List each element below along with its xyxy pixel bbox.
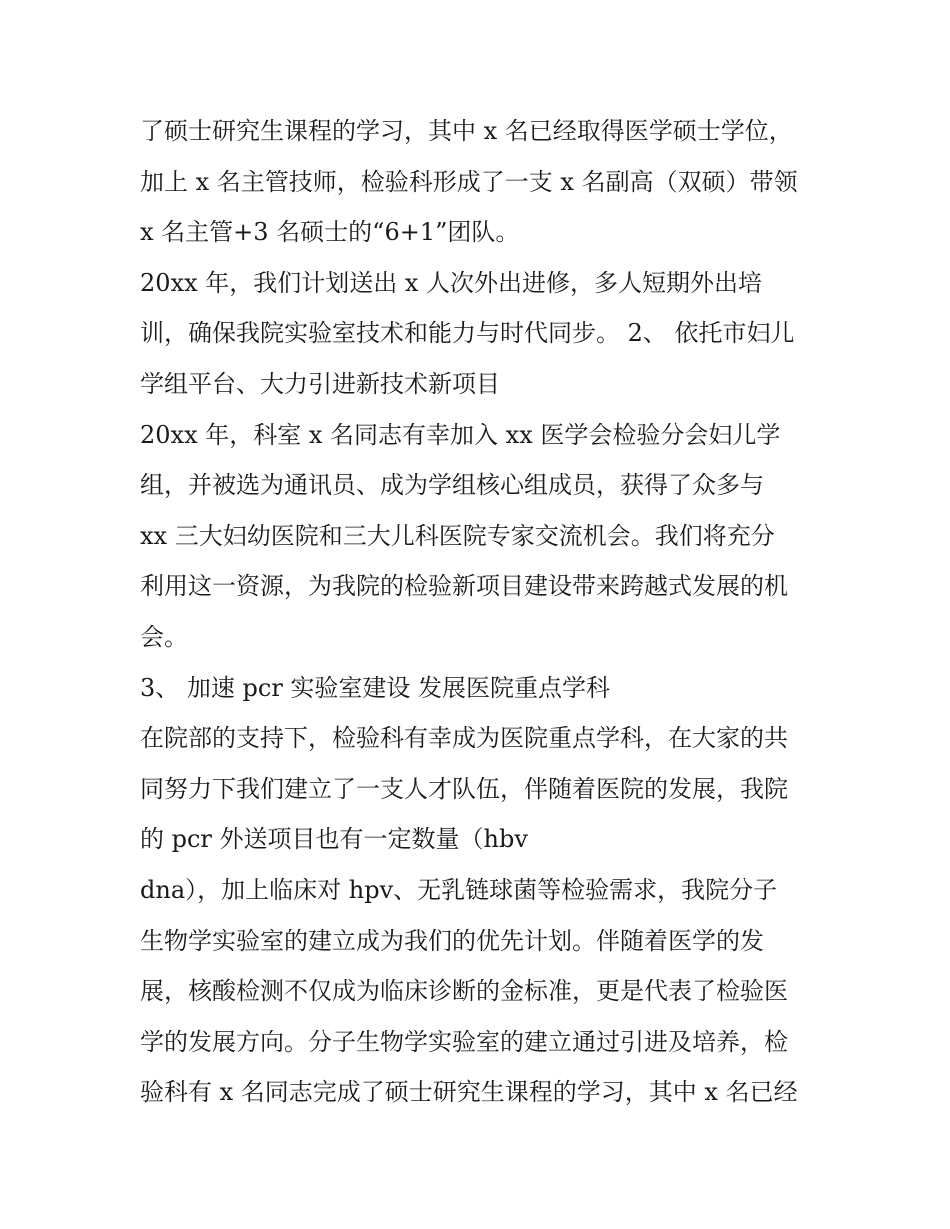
text-line: 20xx 年，科室 x 名同志有幸加入 xx 医学会检验分会妇儿学 (140, 420, 781, 449)
text-line: xx 三大妇幼医院和三大儿科医院专家交流机会。我们将充分 (140, 521, 775, 550)
document-body (140, 106, 830, 1118)
text-line: 的 pcr 外送项目也有一定数量（hbv (140, 825, 528, 854)
text-line: 会。 (140, 622, 188, 651)
text-line: 组，并被选为通讯员、成为学组核心组成员，获得了众多与 (140, 471, 764, 500)
text-line: 利用这一资源，为我院的检验新项目建设带来跨越式发展的机 (140, 572, 788, 601)
text-line: 加上 x 名主管技师，检验科形成了一支 x 名副高（双硕）带领 (140, 167, 798, 196)
text-line: 同努力下我们建立了一支人才队伍，伴随着医院的发展，我院 (140, 774, 788, 803)
text-line: 训，确保我院实验室技术和能力与时代同步。 2、 依托市妇儿 (140, 319, 795, 348)
text-line: dna），加上临床对 hpv、无乳链球菌等检验需求，我院分子 (140, 875, 778, 904)
text-line: 展，核酸检测不仅成为临床诊断的金标准，更是代表了检验医 (140, 977, 788, 1006)
text-line: x 名主管+3 名硕士的“6+1”团队。 (140, 218, 520, 247)
text-line: 生物学实验室的建立成为我们的优先计划。伴随着医学的发 (140, 926, 764, 955)
text-line: 20xx 年，我们计划送出 x 人次外出进修，多人短期外出培 (140, 268, 763, 297)
text-line: 了硕士研究生课程的学习，其中 x 名已经取得医学硕士学位， (140, 117, 793, 145)
section-heading-line: 3、 加速 pcr 实验室建设 发展医院重点学科 (140, 673, 611, 702)
text-line: 验科有 x 名同志完成了硕士研究生课程的学习，其中 x 名已经 (140, 1078, 798, 1107)
section-heading-line: 学组平台、大力引进新技术新项目 (140, 369, 500, 398)
text-line: 在院部的支持下，检验科有幸成为医院重点学科，在大家的共 (140, 724, 788, 753)
text-line: 学的发展方向。分子生物学实验室的建立通过引进及培养，检 (140, 1027, 788, 1056)
